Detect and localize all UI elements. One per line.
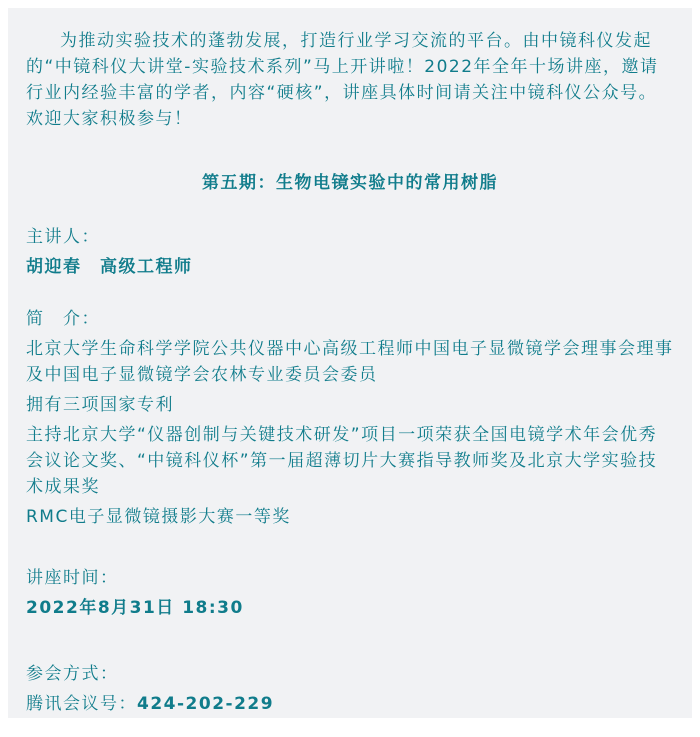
speaker-name: 胡迎春 高级工程师 xyxy=(26,257,193,277)
article-card xyxy=(8,8,692,718)
bio-line-affiliation: 北京大学生命科学学院公共仪器中心高级工程师中国电子显微镜学会理事会理事及中国电子显微镜学会农林专业委员会委员 xyxy=(26,339,674,385)
speaker-label: 主讲人： xyxy=(26,227,100,247)
bio-line-photo-award: RMC电子显微镜摄影大赛一等奖 xyxy=(26,507,291,527)
session-title: 第五期：生物电镜实验中的常用树脂 xyxy=(202,173,498,193)
bio-line-patents: 拥有三项国家专利 xyxy=(26,395,174,415)
intro-paragraph: 为推动实验技术的蓬勃发展，打造行业学习交流的平台。由中镜科仪发起的“中镜科仪大讲堂-实验技术系列”马上开讲啦！2022年全年十场讲座，邀请行业内经验丰富的学者，内容“硬核”，讲座具体时间请关注中镜科仪公众号。欢迎大家积极参与！ xyxy=(26,31,659,129)
meeting-id: 424-202-229 xyxy=(137,694,275,714)
bio-label: 简 介： xyxy=(26,309,100,329)
meeting-label: 腾讯会议号： xyxy=(26,694,137,714)
join-label: 参会方式： xyxy=(26,664,119,684)
bio-line-awards: 主持北京大学“仪器创制与关键技术研发”项目一项荣获全国电镜学术年会优秀会议论文奖、“中镜科仪杯”第一届超薄切片大赛指导教师奖及北京大学实验技术成果奖 xyxy=(26,425,658,497)
time-value: 2022年8月31日 18:30 xyxy=(26,598,244,618)
meeting-line xyxy=(26,691,674,717)
time-label: 讲座时间： xyxy=(26,568,119,588)
